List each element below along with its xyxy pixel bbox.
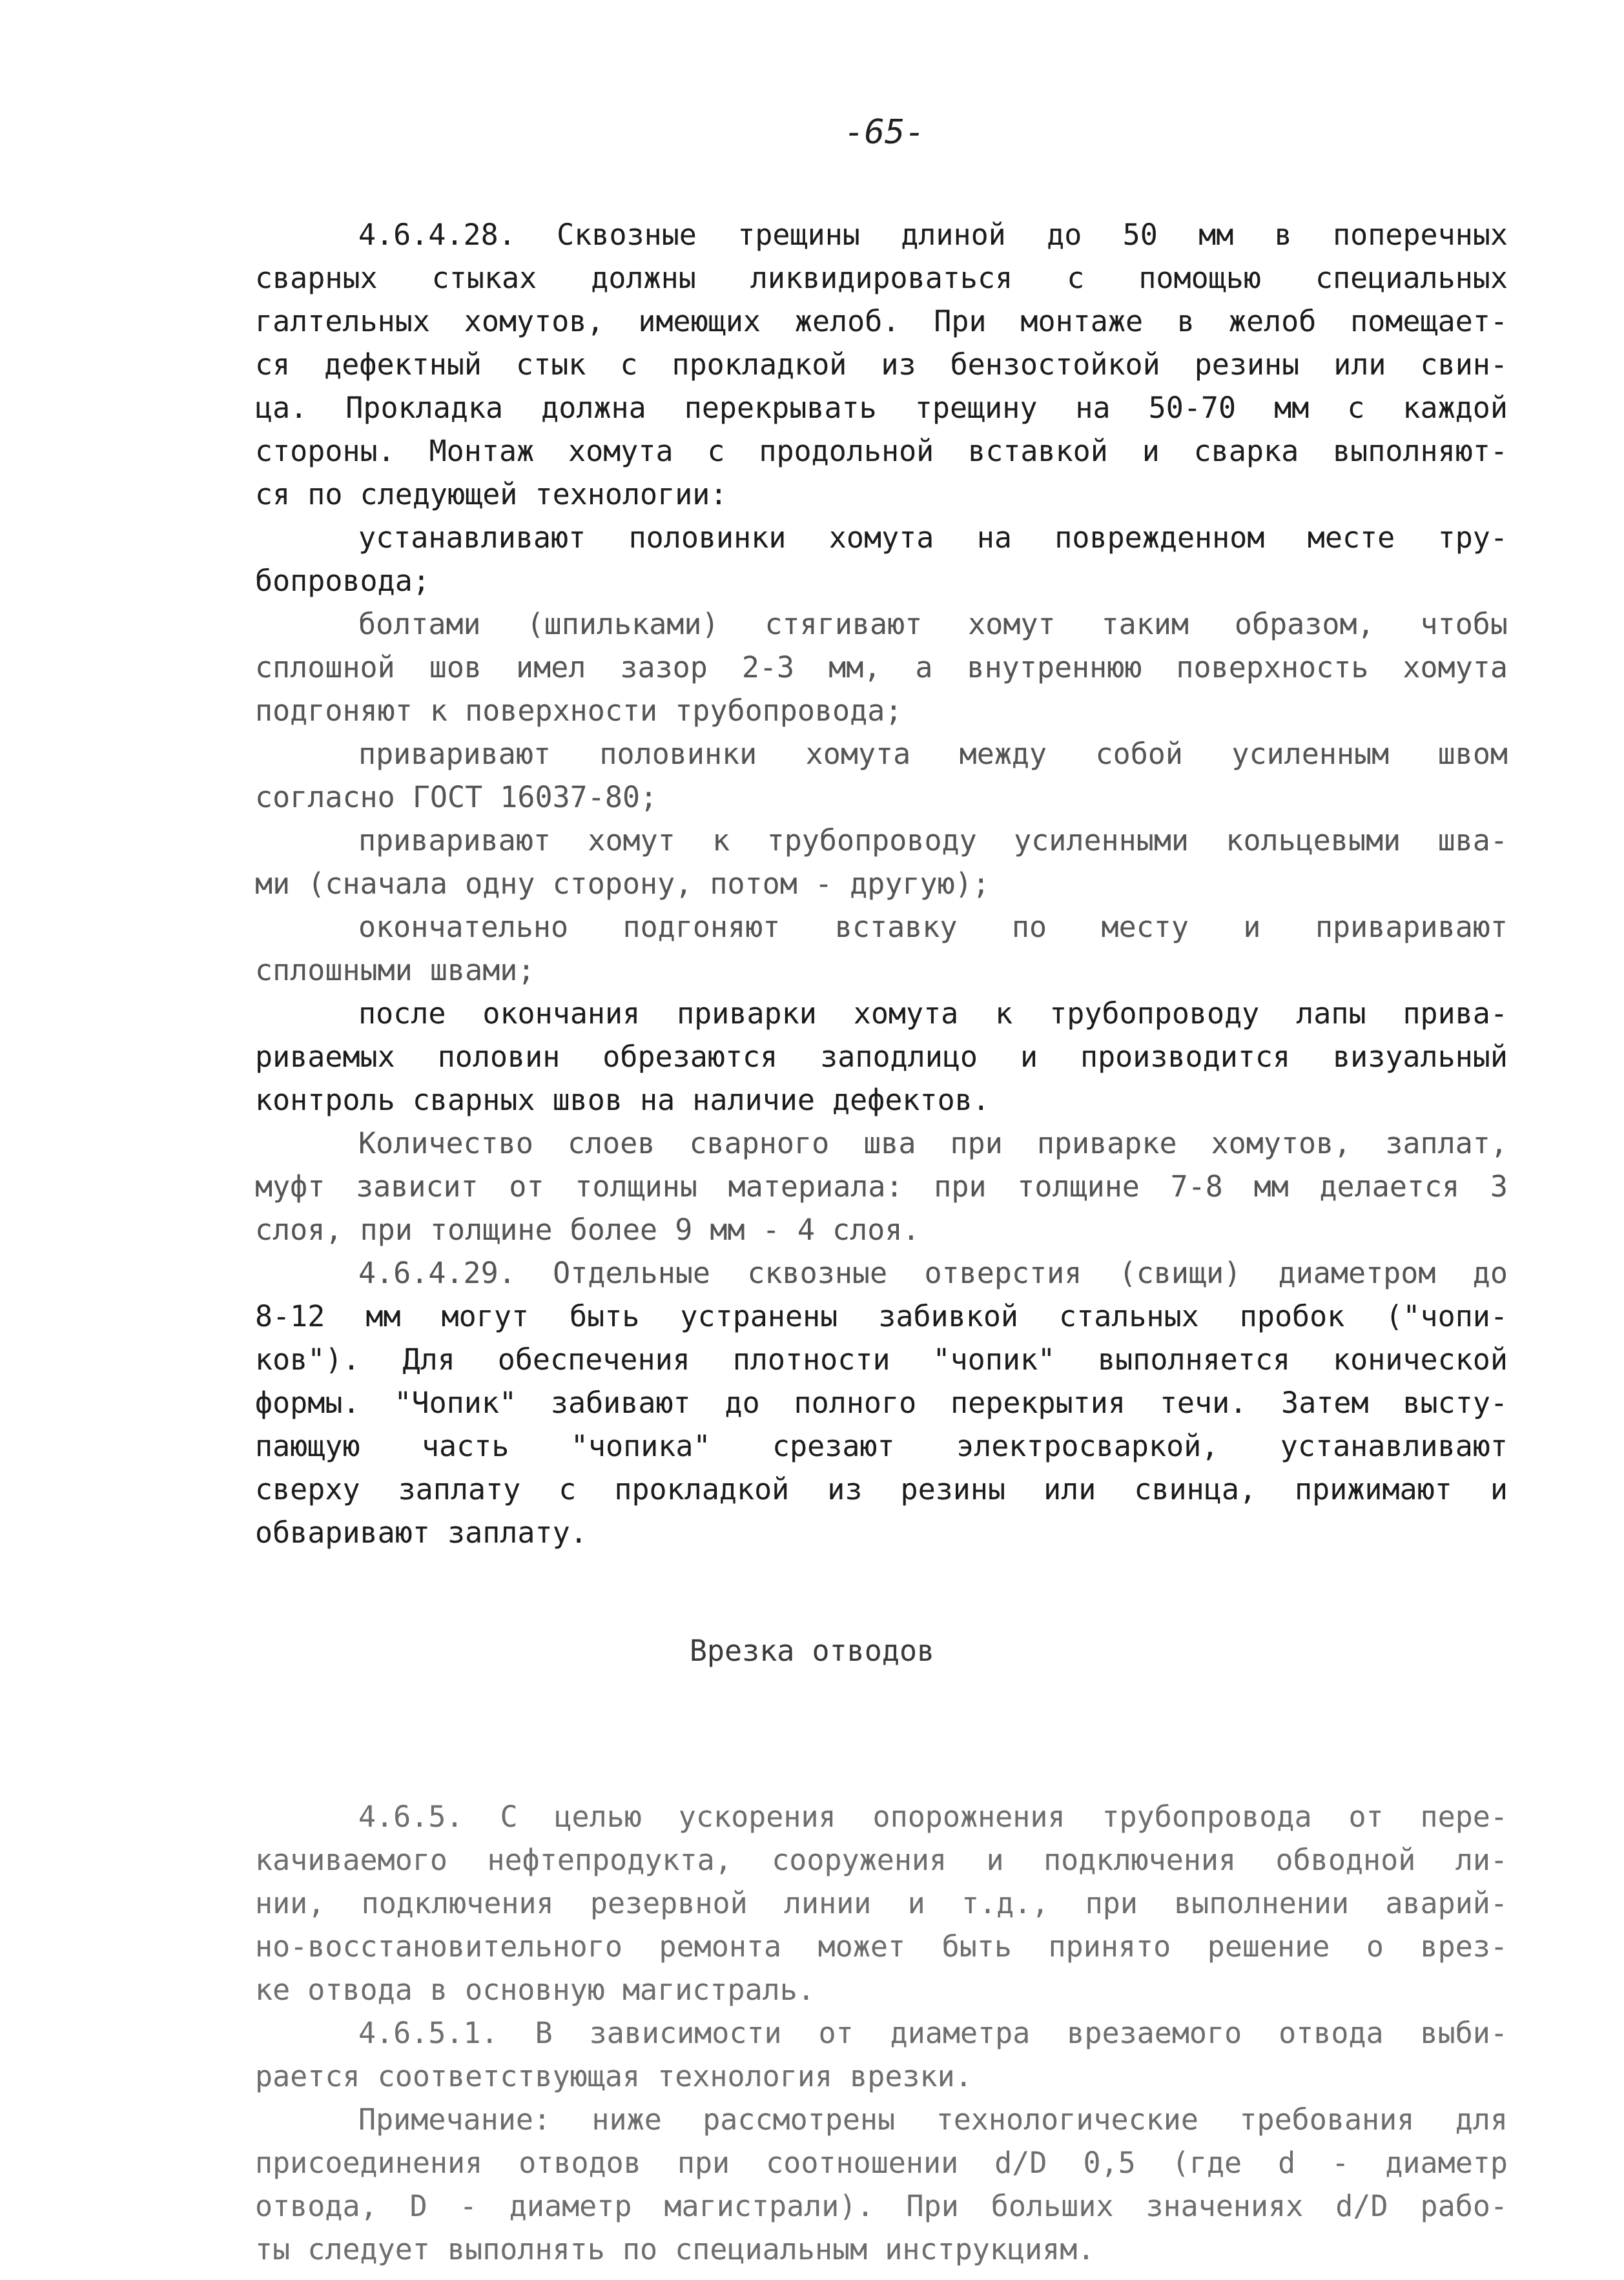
- text-line: ся дефектный стык с прокладкой из бензостойкой резины или свин-: [255, 347, 1508, 382]
- text-line: риваемых половин обрезаются заподлицо и производится визуальный: [255, 1040, 1508, 1074]
- text-line: пающую часть "чопика" срезают электросваркой, устанавливают: [255, 1429, 1508, 1463]
- text-line: приваривают половинки хомута между собой усиленным швом: [358, 737, 1508, 771]
- text-line: но-восстановительного ремонта может быть принято решение о врез-: [255, 1929, 1508, 1964]
- text-line: формы. "Чопик" забивают до полного перекрытия течи. Затем высту-: [255, 1386, 1508, 1420]
- paragraph-4-6-4-28: [255, 213, 1508, 516]
- text-line: ке отвода в основную магистраль.: [255, 1973, 815, 2007]
- text-line: слоя, при толщине более 9 мм - 4 слоя.: [255, 1213, 920, 1247]
- text-line: бопровода;: [255, 564, 430, 598]
- text-line: сверху заплату с прокладкой из резины или свинца, прижимают и: [255, 1472, 1508, 1506]
- text-line: после окончания приварки хомута к трубопроводу лапы прива-: [358, 996, 1508, 1031]
- list-item: [255, 905, 1508, 992]
- text-line: ца. Прокладка должна перекрывать трещину на 50-70 мм с каждой: [255, 391, 1508, 425]
- text-line: подгоняют к поверхности трубопровода;: [255, 693, 903, 728]
- text-line: ты следует выполнять по специальным инструкциям.: [255, 2232, 1095, 2266]
- list-item: [255, 732, 1508, 819]
- text-line: муфт зависит от толщины материала: при толщине 7-8 мм делается 3: [255, 1169, 1508, 1204]
- paragraph-4-6-4-29: [255, 1251, 1508, 1554]
- text-line: болтами (шпильками) стягивают хомут таким образом, чтобы: [358, 607, 1508, 641]
- text-line: Количество слоев сварного шва при приварке хомутов, заплат,: [358, 1126, 1508, 1160]
- text-line: согласно ГОСТ 16037-80;: [255, 780, 658, 814]
- text-line: 4.6.5. С целью ускорения опорожнения трубопровода от пере-: [358, 1800, 1508, 1834]
- text-line: ся по следующей технологии:: [255, 477, 728, 511]
- text-line: 8-12 мм могут быть устранены забивкой стальных пробок ("чопи-: [255, 1299, 1508, 1333]
- text-line: Примечание: ниже рассмотрены технологические требования для: [358, 2102, 1508, 2137]
- text-line: сплошной шов имел зазор 2-3 мм, а внутреннюю поверхность хомута: [255, 650, 1508, 684]
- list-item: [255, 602, 1508, 732]
- text-line: обваривают заплату.: [255, 1515, 588, 1550]
- text-line: сварных стыках должны ликвидироваться с помощью специальных: [255, 261, 1508, 295]
- list-item: [255, 992, 1508, 1122]
- text-line: нии, подключения резервной линии и т.д., при выполнении аварий-: [255, 1886, 1508, 1920]
- list-item: [255, 516, 1508, 602]
- text-line: 4.6.4.28. Сквозные трещины длиной до 50 мм в поперечных: [358, 218, 1508, 252]
- paragraph-4-6-5: [255, 1795, 1508, 2011]
- note-paragraph: [255, 2098, 1508, 2271]
- list-item: [255, 819, 1508, 905]
- paragraph-4-6-5-1: [255, 2011, 1508, 2098]
- text-line: 4.6.5.1. В зависимости от диаметра врезаемого отвода выби-: [358, 2016, 1508, 2050]
- section-heading: Врезка отводов: [689, 1634, 935, 1668]
- text-line: рается соответствующая технология врезки.: [255, 2059, 972, 2093]
- text-line: присоединения отводов при соотношении d/D 0,5 (где d - диаметр: [255, 2146, 1508, 2180]
- text-line: устанавливают половинки хомута на поврежденном месте тру-: [358, 520, 1508, 555]
- page-number: -65-: [844, 113, 925, 152]
- text-line: контроль сварных швов на наличие дефектов.: [255, 1083, 990, 1117]
- text-line: отвода, D - диаметр магистрали). При больших значениях d/D рабо-: [255, 2189, 1508, 2223]
- text-line: качиваемого нефтепродукта, сооружения и подключения обводной ли-: [255, 1843, 1508, 1877]
- paragraph: [255, 1122, 1508, 1251]
- text-line: сплошными швами;: [255, 953, 535, 987]
- text-line: окончательно подгоняют вставку по месту и приваривают: [358, 910, 1508, 944]
- text-line: приваривают хомут к трубопроводу усиленными кольцевыми шва-: [358, 823, 1508, 858]
- text-line: ми (сначала одну сторону, потом - другую);: [255, 867, 990, 901]
- text-line: галтельных хомутов, имеющих желоб. При монтаже в желоб помещает-: [255, 304, 1508, 338]
- text-line: ков"). Для обеспечения плотности "чопик" выполняется конической: [255, 1342, 1508, 1377]
- text-line: стороны. Монтаж хомута с продольной вставкой и сварка выполняют-: [255, 434, 1508, 468]
- text-line: 4.6.4.29. Отдельные сквозные отверстия (свищи) диаметром до: [358, 1256, 1508, 1290]
